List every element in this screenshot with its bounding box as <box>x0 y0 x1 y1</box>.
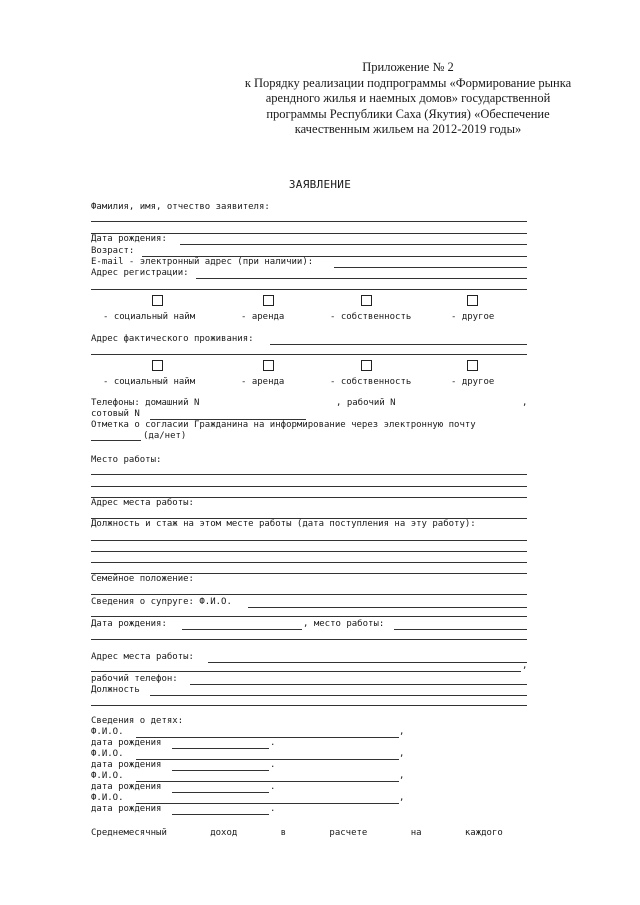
income-label: Среднемесячный доход в расчете на каждого <box>91 828 503 838</box>
option-rent-2: - аренда <box>241 377 285 387</box>
yes-no-hint: (да/нет) <box>143 431 187 441</box>
position-line-2[interactable] <box>91 551 527 552</box>
option-social-rent-2: - социальный найм <box>103 377 196 387</box>
work-address-label: Адрес места работы: <box>91 498 194 508</box>
spouse-position-label: Должность <box>91 685 140 695</box>
spouse-workplace-label: , место работы: <box>303 619 385 629</box>
children-label: Сведения о детях: <box>91 716 184 726</box>
child-2-dot: . <box>270 760 276 770</box>
phone-comma: , <box>522 398 528 408</box>
reg-address-line[interactable] <box>196 278 527 279</box>
spouse-address-comma: , <box>522 661 528 671</box>
spouse-work-address-line[interactable] <box>208 662 527 663</box>
workplace-line-1[interactable] <box>91 474 527 475</box>
spouse-line-2[interactable] <box>91 616 527 617</box>
option-ownership-1: - собственность <box>330 312 412 322</box>
checkbox-social-rent-1[interactable] <box>152 295 163 306</box>
birth-date-label: Дата рождения: <box>91 234 167 244</box>
home-phone-label: Телефоны: домашний N <box>91 398 200 408</box>
email-label: E-mail - электронный адрес (при наличии): <box>91 257 314 267</box>
header-line-5: качественным жильем на 2012-2019 годы» <box>294 122 522 136</box>
spouse-workplace-line[interactable] <box>394 629 527 630</box>
actual-address-line-2[interactable] <box>91 354 527 355</box>
spouse-work-address-label: Адрес места работы: <box>91 652 194 662</box>
child-3-dot: . <box>270 782 276 792</box>
child-2-fio-line[interactable] <box>136 759 399 760</box>
header-line-4: программы Республики Саха (Якутия) «Обеспечение <box>266 106 550 121</box>
child-3-fio-line[interactable] <box>136 781 399 782</box>
position-label: Должность и стаж на этом месте работы (дата поступления на эту работу): <box>91 519 476 529</box>
checkbox-other-1[interactable] <box>467 295 478 306</box>
reg-address-line-2[interactable] <box>91 289 527 290</box>
child-1-birth-line[interactable] <box>172 748 269 749</box>
work-phone-label: , рабочий N <box>336 398 396 408</box>
child-3-fio-label: Ф.И.О. <box>91 771 124 781</box>
fio-label: Фамилия, имя, отчество заявителя: <box>91 202 270 212</box>
checkbox-rent-2[interactable] <box>263 360 274 371</box>
birth-date-line[interactable] <box>180 244 527 245</box>
option-other-1: - другое <box>451 312 495 322</box>
child-3-comma: , <box>399 771 405 781</box>
child-1-fio-label: Ф.И.О. <box>91 727 124 737</box>
workplace-label: Место работы: <box>91 455 162 465</box>
email-line[interactable] <box>334 267 527 268</box>
spouse-line-4[interactable] <box>91 705 527 706</box>
checkbox-other-2[interactable] <box>467 360 478 371</box>
child-4-dot: . <box>270 804 276 814</box>
option-ownership-2: - собственность <box>330 377 412 387</box>
actual-address-label: Адрес фактического проживания: <box>91 334 254 344</box>
option-social-rent-1: - социальный найм <box>103 312 196 322</box>
checkbox-ownership-2[interactable] <box>361 360 372 371</box>
family-status-label: Семейное положение: <box>91 574 194 584</box>
mobile-label: сотовый N <box>91 409 140 419</box>
document-title: ЗАЯВЛЕНИЕ <box>288 178 352 191</box>
spouse-work-address-line-2[interactable] <box>91 671 521 672</box>
child-2-comma: , <box>399 749 405 759</box>
child-1-fio-line[interactable] <box>136 737 399 738</box>
header-line-3: арендного жилья и наемных домов» государственной <box>265 91 551 105</box>
document-header <box>230 60 586 138</box>
child-3-birth-label: дата рождения <box>91 782 162 792</box>
checkbox-social-rent-2[interactable] <box>152 360 163 371</box>
appendix-number: Приложение № 2 <box>362 60 454 74</box>
spouse-work-phone-line[interactable] <box>190 684 527 685</box>
child-4-fio-line[interactable] <box>136 803 399 804</box>
actual-address-line[interactable] <box>270 344 527 345</box>
child-4-birth-label: дата рождения <box>91 804 162 814</box>
family-status-line[interactable] <box>91 594 527 595</box>
spouse-work-phone-label: рабочий телефон: <box>91 674 178 684</box>
child-1-dot: . <box>270 738 276 748</box>
fio-line-1[interactable] <box>91 221 527 222</box>
spouse-birth-line[interactable] <box>182 629 302 630</box>
checkbox-ownership-1[interactable] <box>361 295 372 306</box>
reg-address-label: Адрес регистрации: <box>91 268 189 278</box>
child-1-birth-label: дата рождения <box>91 738 162 748</box>
child-2-birth-label: дата рождения <box>91 760 162 770</box>
checkbox-rent-1[interactable] <box>263 295 274 306</box>
child-1-comma: , <box>399 727 405 737</box>
spouse-birth-label: Дата рождения: <box>91 619 167 629</box>
consent-line[interactable] <box>91 440 141 441</box>
email-consent-label: Отметка о согласии Гражданина на информирование через электронную почту <box>91 420 476 430</box>
child-4-birth-line[interactable] <box>172 814 269 815</box>
position-line-1[interactable] <box>91 540 527 541</box>
spouse-line-3[interactable] <box>91 639 527 640</box>
header-line-2: к Порядку реализации подпрограммы «Формирование рынка <box>244 75 572 90</box>
child-4-comma: , <box>399 793 405 803</box>
child-3-birth-line[interactable] <box>172 792 269 793</box>
option-rent-1: - аренда <box>241 312 285 322</box>
child-4-fio-label: Ф.И.О. <box>91 793 124 803</box>
child-2-birth-line[interactable] <box>172 770 269 771</box>
position-line-3[interactable] <box>91 562 527 563</box>
spouse-fio-line[interactable] <box>248 607 527 608</box>
age-label: Возраст: <box>91 246 135 256</box>
child-2-fio-label: Ф.И.О. <box>91 749 124 759</box>
option-other-2: - другое <box>451 377 495 387</box>
spouse-label: Сведения о супруге: Ф.И.О. <box>91 597 232 607</box>
workplace-line-2[interactable] <box>91 486 527 487</box>
spouse-position-line[interactable] <box>150 695 527 696</box>
